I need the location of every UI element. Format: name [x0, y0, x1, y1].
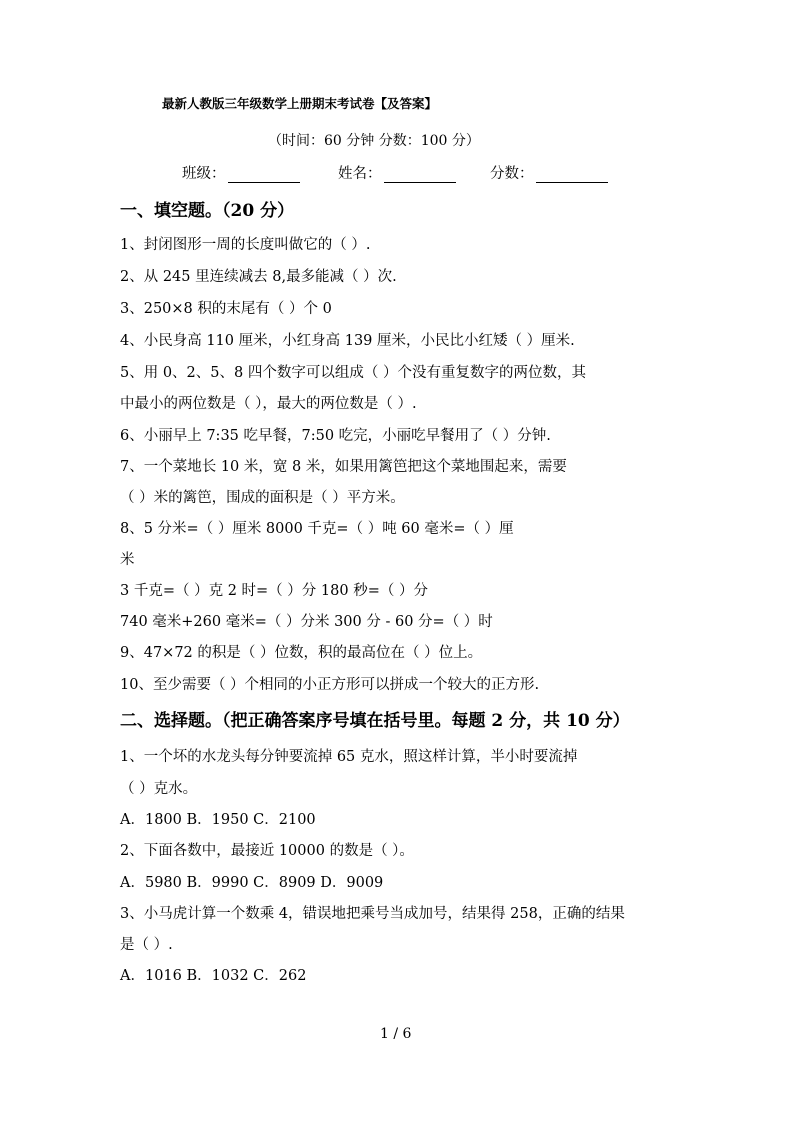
fill-question-7-cont: （ ）米的篱笆，围成的面积是（ ）平方米。	[120, 490, 405, 506]
class-blank	[228, 167, 300, 183]
score-field	[490, 162, 608, 183]
fill-question-6: 6、小丽早上 7:35 吃早餐，7:50 吃完，小丽吃早餐用了（ ）分钟.	[120, 428, 551, 444]
choice-question-2-options: A．5980 B．9990 C．8909 D．9009	[120, 875, 384, 891]
fill-question-10: 10、至少需要（ ）个相同的小正方形可以拼成一个较大的正方形.	[120, 677, 540, 693]
section-2-heading: 二、选择题。（把正确答案序号填在括号里。每题 2 分，共 10 分）	[120, 711, 630, 731]
class-label: 班级：	[182, 166, 226, 182]
choice-question-3-cont: 是（ ）.	[120, 937, 173, 953]
choice-question-3: 3、小马虎计算一个数乘 4，错误地把乘号当成加号，结果得 258，正确的结果	[120, 906, 625, 922]
choice-question-3-options: A．1016 B．1032 C．262	[120, 968, 307, 984]
fill-question-8-cont: 米	[120, 552, 135, 568]
name-label: 姓名：	[338, 166, 382, 182]
score-label: 分数：	[490, 166, 534, 182]
page-number: 1 / 6	[380, 1026, 412, 1042]
score-blank	[536, 167, 608, 183]
fill-question-8-row2: 3 千克=（ ）克 2 时=（ ）分 180 秒=（ ）分	[120, 583, 428, 599]
fill-question-9: 9、47×72 的积是（ ）位数，积的最高位在（ ）位上。	[120, 645, 483, 661]
choice-question-1-options: A．1800 B．1950 C．2100	[120, 812, 316, 828]
name-blank	[384, 167, 456, 183]
fill-question-5-cont: 中最小的两位数是（ ），最大的两位数是（ ）.	[120, 396, 417, 412]
choice-question-2: 2、下面各数中，最接近 10000 的数是（ ）。	[120, 843, 414, 859]
fill-question-7: 7、一个菜地长 10 米，宽 8 米，如果用篱笆把这个菜地围起来，需要	[120, 459, 567, 475]
fill-question-5: 5、用 0、2、5、8 四个数字可以组成（ ）个没有重复数字的两位数，其	[120, 365, 586, 381]
fill-question-3: 3、250×8 积的末尾有（ ）个 0	[120, 301, 332, 317]
fill-question-8: 8、5 分米=（ ）厘米 8000 千克=（ ）吨 60 毫米=（ ）厘	[120, 521, 514, 537]
fill-question-4: 4、小民身高 110 厘米，小红身高 139 厘米，小民比小红矮（ ）厘米.	[120, 333, 575, 349]
class-field	[182, 162, 300, 183]
document-title: 最新人教版三年级数学上册期末考试卷【及答案】	[162, 96, 438, 111]
fill-question-2: 2、从 245 里连续减去 8,最多能减（ ）次.	[120, 269, 397, 285]
choice-question-1: 1、一个坏的水龙头每分钟要流掉 65 克水，照这样计算，半小时要流掉	[120, 749, 578, 765]
fill-question-8-row3: 740 毫米+260 毫米=（ ）分米 300 分 - 60 分=（ ）时	[120, 614, 493, 630]
choice-question-1-cont: （ ）克水。	[120, 781, 198, 797]
name-field	[338, 162, 456, 183]
fill-question-1: 1、封闭图形一周的长度叫做它的（ ）.	[120, 237, 371, 253]
exam-time-and-score: （时间：60 分钟 分数：100 分）	[268, 133, 480, 149]
section-1-heading: 一、填空题。（20 分）	[120, 201, 295, 221]
